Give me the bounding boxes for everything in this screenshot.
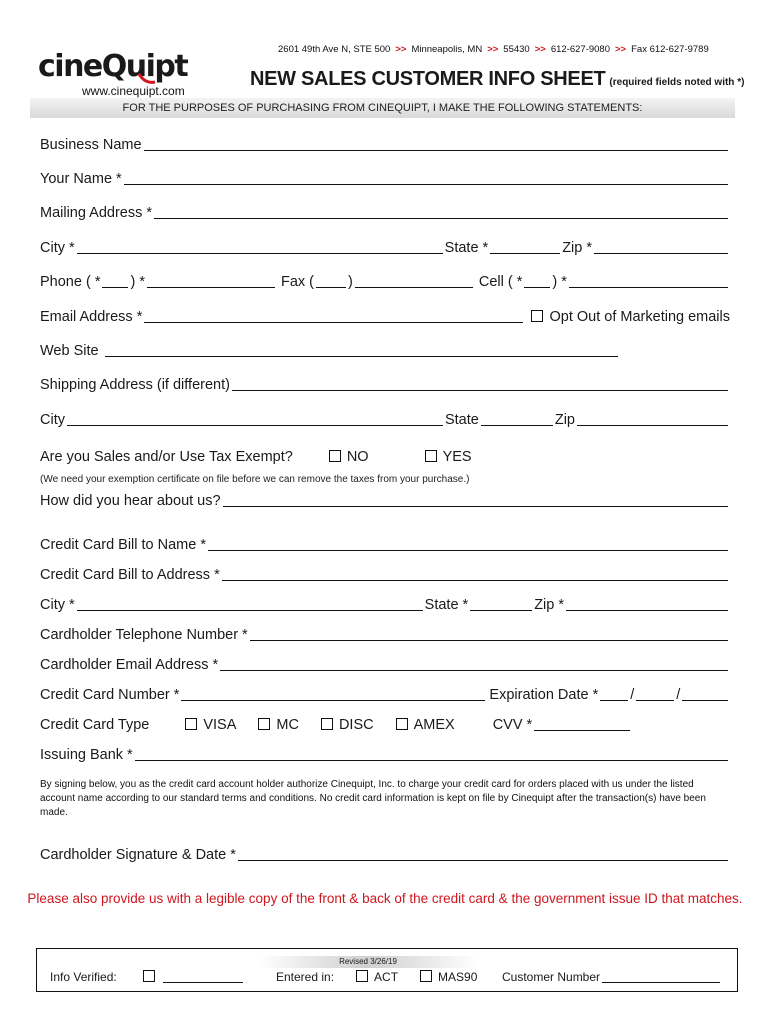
fax-label: Fax ( bbox=[280, 274, 314, 290]
tax-exempt-yes-label: YES bbox=[442, 449, 472, 465]
your-name-label: Your Name * bbox=[40, 171, 122, 187]
sheet-title bbox=[250, 68, 744, 91]
cc-bill-address-row bbox=[40, 562, 730, 584]
mailing-address-row bbox=[40, 200, 730, 222]
issuing-bank-field[interactable] bbox=[135, 746, 728, 761]
cell-label: Cell ( * bbox=[478, 274, 523, 290]
shipping-address-label: Shipping Address (if different) bbox=[40, 377, 230, 393]
opt-out-label: Opt Out of Marketing emails bbox=[549, 309, 730, 325]
shipping-zip-label: Zip bbox=[554, 412, 575, 428]
visa-checkbox[interactable] bbox=[185, 718, 197, 730]
email-row bbox=[40, 304, 730, 326]
act-label: ACT bbox=[374, 970, 399, 984]
visa-label: VISA bbox=[203, 717, 237, 733]
mailing-address-label: Mailing Address * bbox=[40, 205, 153, 221]
signature-row bbox=[40, 842, 730, 864]
cc-bill-name-field[interactable] bbox=[208, 536, 728, 551]
business-name-label: Business Name bbox=[40, 137, 142, 153]
web-site-label: Web Site bbox=[40, 343, 99, 359]
signature-date-field[interactable] bbox=[238, 846, 728, 861]
cc-city-state-zip-row bbox=[40, 592, 730, 614]
cc-city-label: City * bbox=[40, 597, 75, 613]
city-state-zip-row bbox=[40, 235, 730, 257]
required-note: (required fields noted with *) bbox=[609, 77, 745, 88]
shipping-city-field[interactable] bbox=[67, 411, 443, 426]
signature-date-label: Cardholder Signature & Date * bbox=[40, 847, 236, 863]
tax-exempt-no-checkbox[interactable] bbox=[329, 450, 341, 462]
hear-about-field[interactable] bbox=[223, 492, 728, 507]
cc-bill-name-row bbox=[40, 532, 730, 554]
cc-type-row bbox=[40, 712, 730, 734]
cc-number-label: Credit Card Number * bbox=[40, 687, 180, 703]
cc-zip-field[interactable] bbox=[566, 596, 728, 611]
cc-bill-address-label: Credit Card Bill to Address * bbox=[40, 567, 220, 583]
tax-exempt-yes-checkbox[interactable] bbox=[425, 450, 437, 462]
zip-field[interactable] bbox=[594, 239, 728, 254]
act-checkbox[interactable] bbox=[356, 970, 368, 982]
mailing-address-field[interactable] bbox=[154, 204, 728, 219]
city-state: Minneapolis, MN bbox=[411, 44, 483, 55]
cardholder-email-row bbox=[40, 652, 730, 674]
shipping-state-field[interactable] bbox=[481, 411, 553, 426]
expiration-slash: / bbox=[630, 687, 635, 703]
expiration-year-field[interactable] bbox=[682, 686, 728, 701]
mc-label: MC bbox=[276, 717, 299, 733]
expiration-slash-2: / bbox=[676, 687, 681, 703]
expiration-label: Expiration Date * bbox=[489, 687, 599, 703]
website-url: www.cinequipt.com bbox=[82, 84, 185, 98]
cc-state-label: State * bbox=[424, 597, 469, 613]
info-verified-group bbox=[50, 970, 245, 984]
hear-about-row bbox=[40, 488, 730, 510]
cvv-field[interactable] bbox=[534, 716, 630, 731]
mc-checkbox[interactable] bbox=[258, 718, 270, 730]
tax-exemption-note: (We need your exemption certificate on file before we can remove the taxes from your purchase.) bbox=[40, 474, 470, 485]
tax-exempt-no-label: NO bbox=[346, 449, 369, 465]
separator-icon: >> bbox=[395, 44, 407, 55]
expiration-month-field[interactable] bbox=[600, 686, 628, 701]
amex-label: AMEX bbox=[413, 717, 455, 733]
cc-zip-label: Zip * bbox=[534, 597, 565, 613]
tax-exempt-row bbox=[40, 444, 730, 466]
phone-close-label: ) * bbox=[130, 274, 145, 290]
mas90-checkbox[interactable] bbox=[420, 970, 432, 982]
web-site-field[interactable] bbox=[105, 342, 618, 357]
your-name-row bbox=[40, 166, 730, 188]
state-field[interactable] bbox=[490, 239, 560, 254]
customer-number-group bbox=[502, 970, 722, 984]
zip-code: 55430 bbox=[503, 44, 530, 55]
shipping-state-label: State bbox=[444, 412, 479, 428]
cardholder-phone-field[interactable] bbox=[250, 626, 728, 641]
cell-area-code-field[interactable] bbox=[524, 273, 550, 288]
cc-bill-address-field[interactable] bbox=[222, 566, 728, 581]
cardholder-email-field[interactable] bbox=[220, 656, 728, 671]
phone-label: Phone ( * bbox=[40, 274, 101, 290]
shipping-zip-field[interactable] bbox=[577, 411, 728, 426]
disc-label: DISC bbox=[338, 717, 374, 733]
info-verified-label: Info Verified: bbox=[50, 970, 117, 984]
opt-out-checkbox[interactable] bbox=[531, 310, 543, 322]
email-field[interactable] bbox=[144, 308, 523, 323]
fax-number-field[interactable] bbox=[355, 273, 473, 288]
logo-wordmark: cineQuipt bbox=[38, 49, 188, 84]
customer-number-field[interactable] bbox=[602, 970, 720, 983]
cell-number-field[interactable] bbox=[569, 273, 728, 288]
info-verified-field[interactable] bbox=[163, 970, 243, 983]
shipping-city-label: City bbox=[40, 412, 65, 428]
shipping-city-state-zip-row bbox=[40, 407, 730, 429]
card-copy-note: Please also provide us with a legible copy of the front & back of the credit card & the government issue ID that matches. bbox=[27, 891, 743, 906]
amex-checkbox[interactable] bbox=[396, 718, 408, 730]
email-label: Email Address * bbox=[40, 309, 143, 325]
customer-number-label: Customer Number bbox=[502, 970, 601, 984]
issuing-bank-label: Issuing Bank * bbox=[40, 747, 133, 763]
separator-icon: >> bbox=[534, 44, 546, 55]
purpose-statement: FOR THE PURPOSES OF PURCHASING FROM CINEQUIPT, I MAKE THE FOLLOWING STATEMENTS: bbox=[30, 98, 735, 118]
street-address: 2601 49th Ave N, STE 500 bbox=[278, 44, 391, 55]
cc-bill-name-label: Credit Card Bill to Name * bbox=[40, 537, 206, 553]
cardholder-email-label: Cardholder Email Address * bbox=[40, 657, 219, 673]
separator-icon: >> bbox=[487, 44, 499, 55]
tax-exempt-question: Are you Sales and/or Use Tax Exempt? bbox=[40, 449, 293, 465]
entered-in-group bbox=[276, 970, 477, 984]
expiration-day-field[interactable] bbox=[636, 686, 674, 701]
disc-checkbox[interactable] bbox=[321, 718, 333, 730]
title-text: NEW SALES CUSTOMER INFO SHEET bbox=[250, 68, 606, 90]
cc-number-field[interactable] bbox=[181, 686, 485, 701]
mas90-label: MAS90 bbox=[438, 970, 478, 984]
phone-number-field[interactable] bbox=[147, 273, 275, 288]
info-verified-checkbox[interactable] bbox=[143, 970, 155, 982]
phone-area-code-field[interactable] bbox=[102, 273, 128, 288]
state-label: State * bbox=[444, 240, 489, 256]
business-name-field[interactable] bbox=[144, 136, 728, 151]
hear-about-label: How did you hear about us? bbox=[40, 493, 221, 509]
issuing-bank-row bbox=[40, 742, 730, 764]
revised-date: Revised 3/26/19 bbox=[258, 956, 478, 968]
cc-number-row bbox=[40, 682, 730, 704]
fax-close-label: ) bbox=[348, 274, 353, 290]
city-label: City * bbox=[40, 240, 75, 256]
cc-city-field[interactable] bbox=[77, 596, 423, 611]
city-field[interactable] bbox=[77, 239, 443, 254]
authorization-text: By signing below, you as the credit card account holder authorize Cinequipt, Inc. to charge your credit card for orders placed with us under the listed account name according to our standard terms and conditions. No credit card information is kept on file by Cinequipt after the transaction(s) have been made. bbox=[40, 779, 706, 818]
entered-in-label: Entered in: bbox=[276, 970, 335, 984]
business-name-row bbox=[40, 132, 730, 154]
cc-state-field[interactable] bbox=[470, 596, 532, 611]
fax-number: Fax 612-627-9789 bbox=[631, 44, 709, 55]
shipping-address-row bbox=[40, 372, 730, 394]
cell-close-label: ) * bbox=[552, 274, 567, 290]
fax-area-code-field[interactable] bbox=[316, 273, 346, 288]
contact-info bbox=[278, 44, 709, 55]
cvv-label: CVV * bbox=[492, 717, 533, 733]
cc-type-label: Credit Card Type bbox=[40, 717, 150, 733]
shipping-address-field[interactable] bbox=[232, 376, 728, 391]
separator-icon: >> bbox=[615, 44, 627, 55]
web-site-row bbox=[40, 338, 620, 360]
phone-fax-cell-row bbox=[40, 269, 730, 291]
cardholder-phone-row bbox=[40, 622, 730, 644]
zip-label: Zip * bbox=[562, 240, 593, 256]
cardholder-phone-label: Cardholder Telephone Number * bbox=[40, 627, 248, 643]
your-name-field[interactable] bbox=[124, 170, 728, 185]
phone-number: 612-627-9080 bbox=[550, 44, 610, 55]
